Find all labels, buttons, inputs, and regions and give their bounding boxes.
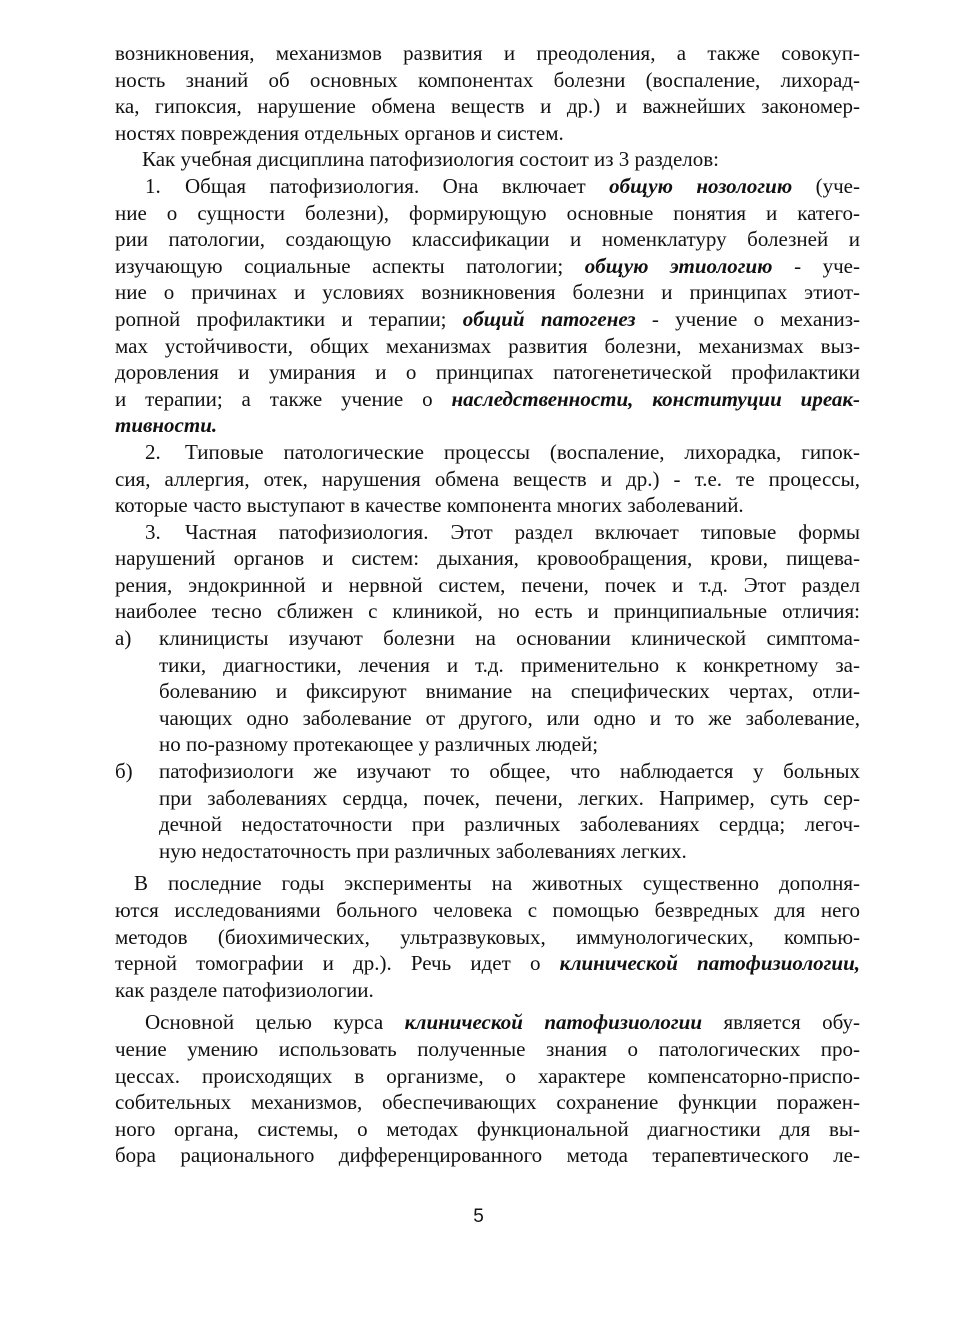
emphasis-term: общий патогенез <box>462 306 636 331</box>
emphasis-term: клинической патофизиологии <box>404 1010 703 1035</box>
text-line: дечной недостаточности при различных заболеваниях сердца; легоч- <box>159 812 860 837</box>
text-line: но по-разному протекающее у различных людей; <box>159 732 599 757</box>
text-line: клиницисты изучают болезни на основании клинической симптома- <box>159 626 860 651</box>
list-item-1-line <box>115 173 860 200</box>
page-number: 5 <box>473 1206 484 1227</box>
list-number: 1. <box>145 173 161 198</box>
text-span: терной томографии и др.). Речь идет о <box>115 951 560 976</box>
sublist-item-b <box>115 758 860 785</box>
text-span: Общая патофизиология. Она включает <box>185 173 610 198</box>
text-line: ного органа, системы, о методах функциональной диагностики для вы- <box>115 1116 860 1141</box>
emphasis-term: наследственности, конституции иреак- <box>451 386 860 411</box>
text-line: чающих одно заболевание от другого, или одно и то же заболевание, <box>159 705 860 730</box>
text-line: доровления и умирания и о принципах патогенетической профилактики <box>115 360 860 385</box>
text-span: Типовые патологические процессы (воспаление, лихорадка, гипок- <box>185 439 860 464</box>
text-line: патофизиологи же изучают то общее, что наблюдается у больных <box>159 759 860 784</box>
text-span: изучающую социальные аспекты патологии; <box>115 253 585 278</box>
text-line: В последние годы эксперименты на животных существенно дополня- <box>134 871 860 896</box>
text-span: Частная патофизиология. Этот раздел включает типовые формы <box>185 519 860 544</box>
text-line <box>115 306 860 333</box>
emphasis-term: тивности. <box>115 413 218 438</box>
text-line <box>115 386 860 413</box>
emphasis-term: общую нозологию <box>609 173 793 198</box>
text-line: ка, гипоксия, нарушение обмена веществ и др.) и важнейших закономер- <box>115 94 860 119</box>
text-line: как разделе патофизиологии. <box>115 977 374 1002</box>
text-line: при заболеваниях сердца, почек, печени, легких. Например, суть сер- <box>159 785 860 810</box>
document-page <box>115 40 860 1169</box>
emphasis-term: общую этиологию <box>584 253 773 278</box>
text-span: (уче- <box>792 173 860 198</box>
sublist-marker: б) <box>115 759 133 784</box>
list-number: 3. <box>145 519 161 544</box>
text-line: ную недостаточность при различных заболеваниях легких. <box>159 838 687 863</box>
text-span: Основной целью курса <box>145 1010 405 1035</box>
text-line: собительных механизмов, обеспечивающих сохранение функции поражен- <box>115 1090 860 1115</box>
text-line: ние о сущности болезни), формирующую основные понятия и катего- <box>115 200 860 225</box>
text-line <box>115 950 860 977</box>
emphasis-term: клинической патофизиологии, <box>559 951 860 976</box>
text-line: бора рационального дифференцированного метода терапевтического ле- <box>115 1143 860 1168</box>
text-span: и терапии; а также учение о <box>115 386 452 411</box>
sublist-item-a <box>115 625 860 652</box>
text-span: - учение о механиз- <box>635 306 860 331</box>
text-line: чение умению использовать полученные знания о патологических про- <box>115 1036 860 1061</box>
text-line: наиболее тесно сближен с клиникой, но есть и принципиальные отличия: <box>115 599 860 624</box>
text-line: ние о причинах и условиях возникновения болезни и принципах этиот- <box>115 280 860 305</box>
text-line: сия, аллергия, отек, нарушения обмена веществ и др.) - т.е. те процессы, <box>115 466 860 491</box>
text-line: Как учебная дисциплина патофизиология состоит из 3 разделов: <box>142 147 720 172</box>
sublist-marker: а) <box>115 626 132 651</box>
list-number: 2. <box>145 439 161 464</box>
text-line: ются исследованиями больного человека с помощью безвредных для него <box>115 898 860 922</box>
text-line: ность знаний об основных компонентах болезни (воспаление, лихорад- <box>115 67 860 92</box>
text-line: болеванию и фиксируют внимание на специфических чертах, отли- <box>159 679 860 704</box>
text-line <box>115 1009 860 1036</box>
text-line: методов (биохимических, ультразвуковых, иммунологических, компью- <box>115 924 860 949</box>
text-line: рии патологии, создающую классификации и номенклатуру болезней и <box>115 227 860 252</box>
text-line: мах устойчивости, общих механизмах развития болезни, механизмах выз- <box>115 333 860 358</box>
text-line <box>115 253 860 280</box>
text-line: рения, эндокринной и нервной систем, печени, почек и т.д. Этот раздел <box>115 572 860 597</box>
list-item-3-line <box>115 519 860 546</box>
text-span: - уче- <box>772 253 860 278</box>
text-span: ропной профилактики и терапии; <box>115 306 463 331</box>
text-span: является обу- <box>702 1010 860 1035</box>
text-line: возникновения, механизмов развития и преодоления, а также совокуп- <box>115 41 860 65</box>
list-item-2-line <box>115 439 860 466</box>
text-line: тики, диагностики, лечения и т.д. применительно к конкретному за- <box>159 652 860 677</box>
text-line: нарушений органов и систем: дыхания, кровообращения, крови, пищева- <box>115 546 860 571</box>
text-line: которые часто выступают в качестве компонента многих заболеваний. <box>115 493 744 518</box>
text-line: цессах. происходящих в организме, о характере компенсаторно-приспо- <box>115 1063 860 1088</box>
text-line: ностях повреждения отдельных органов и систем. <box>115 120 564 145</box>
